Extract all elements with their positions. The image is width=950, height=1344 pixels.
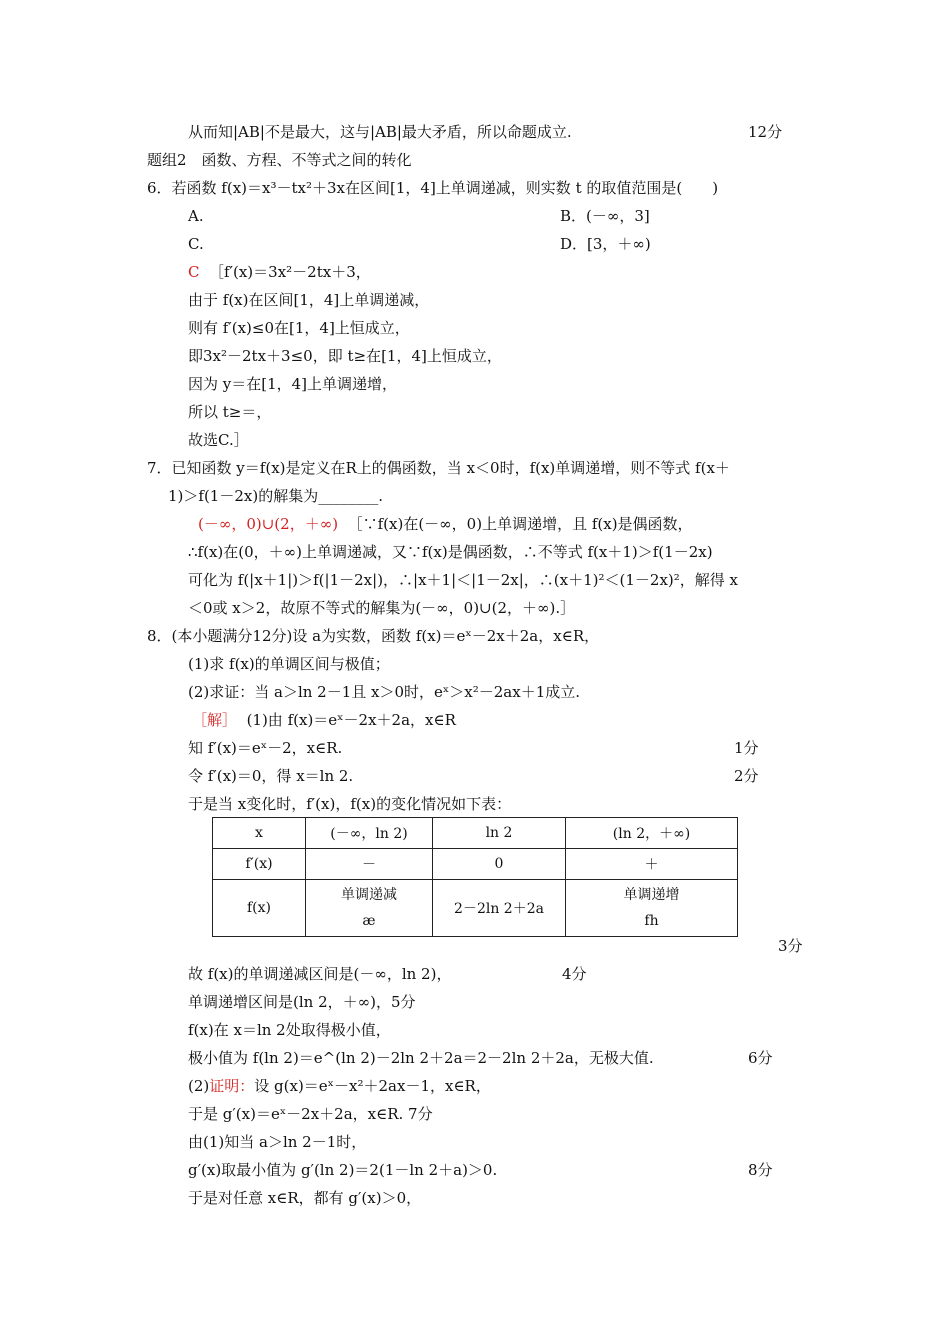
- score-mark: 8分: [748, 1161, 773, 1179]
- text-line: ＜0或 x＞2，故原不等式的解集为(－∞，0)∪(2，＋∞).］: [188, 599, 576, 617]
- table-cell: (ln 2，＋∞): [566, 818, 738, 849]
- part-number: (2): [188, 1077, 210, 1095]
- cell-symbol: æ: [362, 913, 376, 929]
- answer-set: (－∞，0)∪(2，＋∞): [198, 515, 339, 533]
- option-b: B．(－∞，3]: [560, 207, 650, 225]
- variation-table: [212, 817, 738, 937]
- table-cell: [306, 880, 433, 937]
- proof-line: [188, 1076, 491, 1096]
- text-line: 知 f′(x)＝eˣ－2，x∈R.: [188, 739, 343, 757]
- score-mark: 2分: [734, 767, 759, 785]
- cell-text: 单调递减: [341, 887, 397, 903]
- text-line: g′(x)取最小值为 g′(ln 2)＝2(1－ln 2＋a)＞0.: [188, 1161, 498, 1179]
- proof-tag: 证明：: [209, 1077, 255, 1095]
- score-mark: 4分: [562, 965, 587, 983]
- table-cell: (－∞，ln 2): [306, 818, 433, 849]
- table-cell: f′(x): [213, 849, 306, 880]
- text-line: 于是当 x变化时，f′(x)，f(x)的变化情况如下表：: [188, 795, 512, 813]
- table-row: [213, 849, 738, 880]
- table-cell: [566, 880, 738, 937]
- option-c: C.: [188, 235, 204, 253]
- question-8: 8．(本小题满分12分)设 a为实数，函数 f(x)＝eˣ－2x＋2a，x∈R，: [147, 627, 600, 645]
- cell-text: 单调递增: [623, 887, 680, 903]
- table-cell: ＋: [566, 849, 738, 880]
- question-7: 7．已知函数 y＝f(x)是定义在R上的偶函数，当 x＜0时，f(x)单调递增，则不等式 f(x＋: [147, 459, 730, 477]
- table-cell: x: [213, 818, 306, 849]
- question-6: 6．若函数 f(x)＝x³－tx²＋3x在区间[1，4]上单调递减，则实数 t 的取值范围是( ): [147, 179, 719, 197]
- text-line: f(x)在 x＝ln 2处取得极小值，: [188, 1021, 391, 1039]
- text-line: ∴f(x)在(0，＋∞)上单调递减，又∵f(x)是偶函数，∴不等式 f(x＋1)＞f(1－2x): [188, 543, 713, 561]
- answer-line: [198, 514, 693, 534]
- text-line: 故选C.］: [188, 431, 249, 449]
- table-cell: 0: [433, 849, 566, 880]
- answer-letter: C: [188, 263, 200, 281]
- score-mark: 12分: [748, 123, 783, 141]
- text-line: 则有 f′(x)≤0在[1，4]上恒成立，: [188, 319, 410, 337]
- text-line: 单调递增区间是(ln 2，＋∞)，5分: [188, 993, 416, 1011]
- table-cell: ln 2: [433, 818, 566, 849]
- table-cell: 2－2ln 2＋2a: [433, 880, 566, 937]
- score-mark: 1分: [734, 739, 759, 757]
- answer-line: [188, 262, 371, 282]
- solution-text: (1)由 f(x)＝eˣ－2x＋2a，x∈R: [246, 711, 456, 729]
- solution-line: [192, 710, 456, 730]
- text-line: (1)求 f(x)的单调区间与极值；: [188, 655, 390, 673]
- solution-text: ［f′(x)＝3x²－2tx＋3，: [209, 263, 371, 281]
- solution-text: ［∵f(x)在(－∞，0)上单调递增，且 f(x)是偶函数，: [347, 515, 693, 533]
- question-7-cont: 1)＞f(1－2x)的解集为________.: [168, 487, 383, 505]
- option-d: D．[3，＋∞): [560, 235, 651, 253]
- text-line: 即3x²－2tx＋3≤0，即 t≥在[1，4]上恒成立，: [188, 347, 502, 365]
- score-mark: 6分: [748, 1049, 773, 1067]
- text-line: 于是对任意 x∈R，都有 g′(x)＞0，: [188, 1189, 422, 1207]
- table-row: [213, 818, 738, 849]
- table-cell: －: [306, 849, 433, 880]
- text-line: 所以 t≥＝，: [188, 403, 272, 421]
- score-mark: 3分: [778, 937, 803, 955]
- table-cell: f(x): [213, 880, 306, 937]
- text-line: 由于 f(x)在区间[1，4]上单调递减，: [188, 291, 430, 309]
- text-line: 因为 y＝在[1，4]上单调递增，: [188, 375, 398, 393]
- cell-symbol: fh: [644, 913, 659, 929]
- text-line: 可化为 f(|x＋1|)＞f(|1－2x|)，∴|x＋1|＜|1－2x|，∴(x＋1)²＜(1－2x)²，解得 x: [188, 571, 739, 589]
- text-line: 极小值为 f(ln 2)＝e^(ln 2)－2ln 2＋2a＝2－2ln 2＋2a，无极大值.: [188, 1049, 654, 1067]
- text-line: (2)求证：当 a＞ln 2－1且 x＞0时，eˣ＞x²－2ax＋1成立.: [188, 683, 581, 701]
- text-line: 故 f(x)的单调递减区间是(－∞，ln 2)，: [188, 965, 452, 983]
- section-heading: 题组2 函数、方程、不等式之间的转化: [147, 151, 412, 169]
- table-row: [213, 880, 738, 937]
- text-line: 于是 g′(x)＝eˣ－2x＋2a，x∈R. 7分: [188, 1105, 433, 1123]
- text-line: 从而知|AB|不是最大，这与|AB|最大矛盾，所以命题成立.: [188, 123, 572, 141]
- proof-text: 设 g(x)＝eˣ－x²＋2ax－1，x∈R，: [254, 1077, 491, 1095]
- text-line: 令 f′(x)＝0，得 x＝ln 2.: [188, 767, 354, 785]
- solution-tag: ［解］: [192, 711, 238, 729]
- option-a: A.: [188, 207, 204, 225]
- text-line: 由(1)知当 a＞ln 2－1时，: [188, 1133, 367, 1151]
